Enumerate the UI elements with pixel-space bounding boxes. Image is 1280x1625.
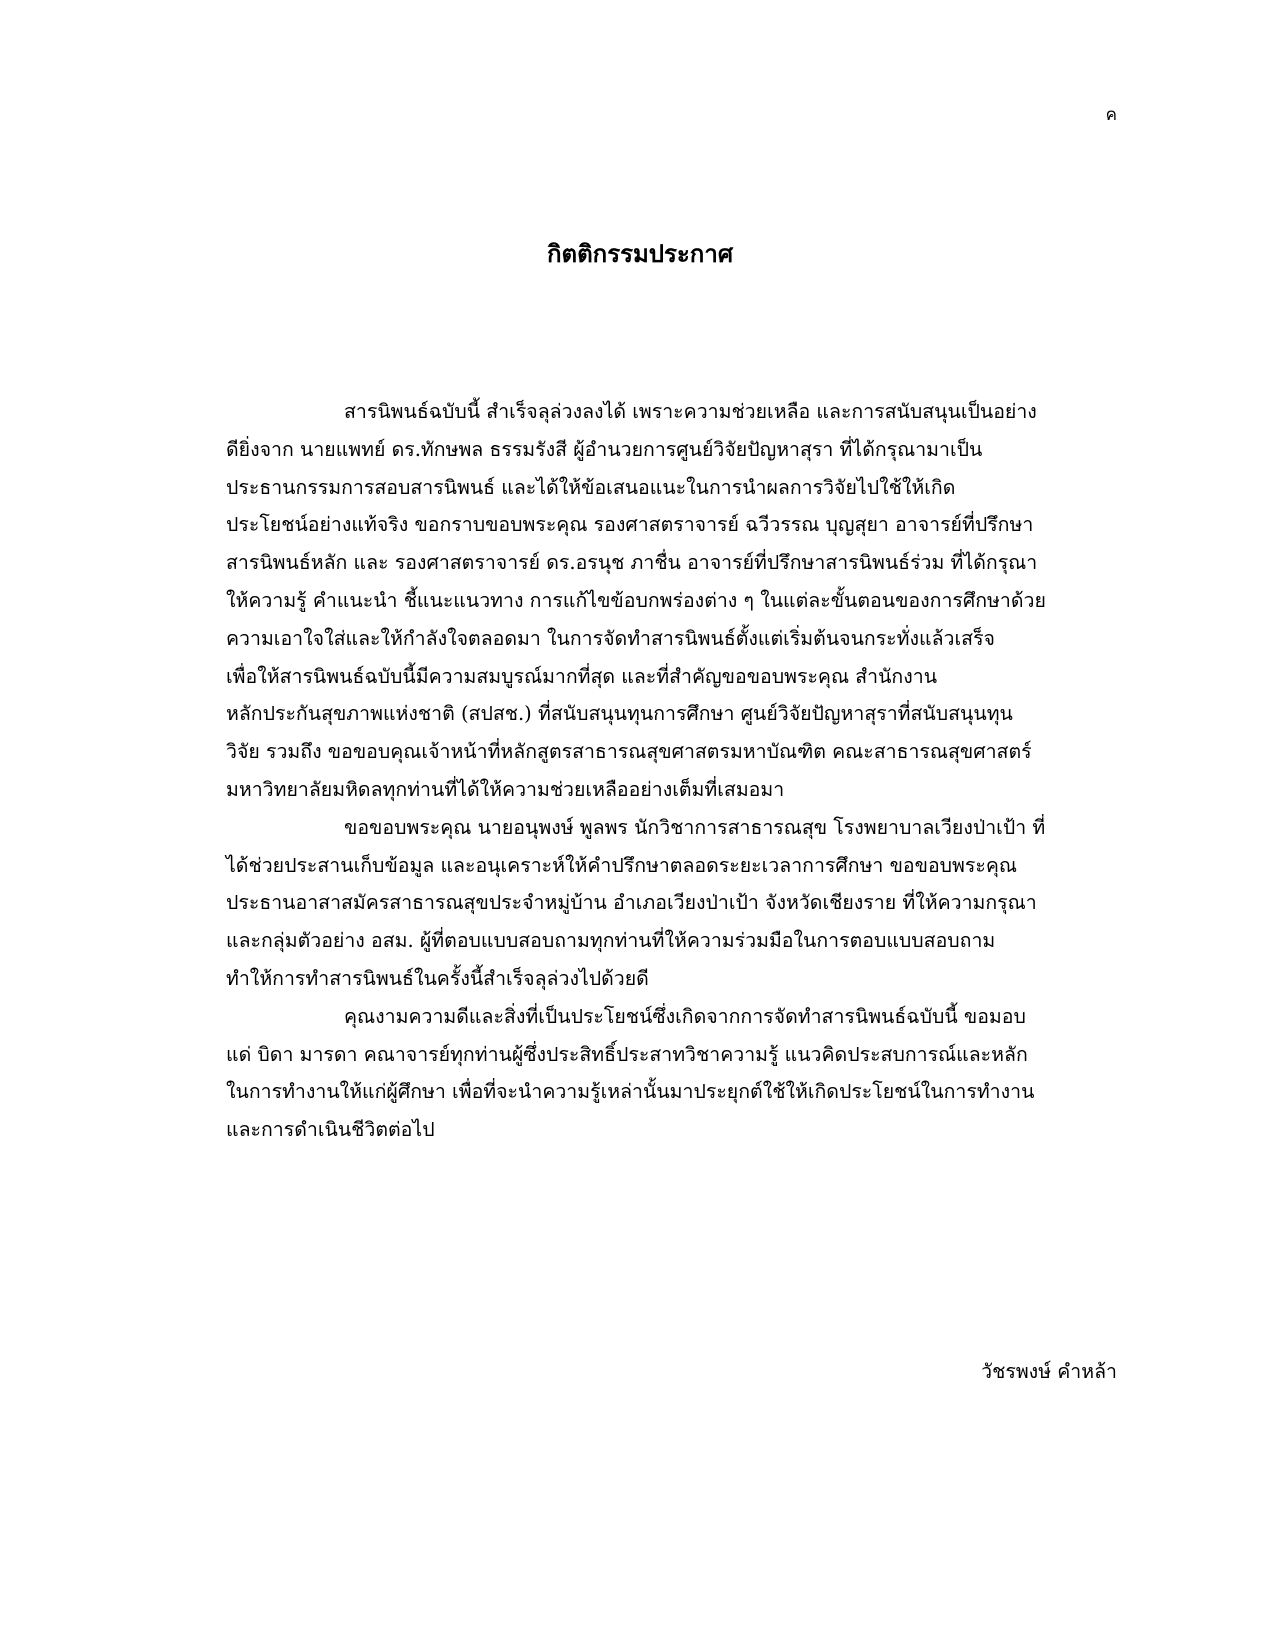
paragraph-1-line-4: ประโยชน์อย่างแท้จริง ขอกราบขอบพระคุณ รองศาสตราจารย์ ฉวีวรรณ บุญสุยา อาจารย์ที่ปรึกษา [226, 513, 1034, 537]
paragraph-2-line-2: ได้ช่วยประสานเก็บข้อมูล และอนุเคราะห์ให้คำปรึกษาตลอดระยะเวลาการศึกษา ขอขอบพระคุณ [226, 853, 1017, 877]
paragraph-3-line-1: คุณงามความดีและสิ่งที่เป็นประโยชน์ซึ่งเกิดจากการจัดทำสารนิพนธ์ฉบับนี้ ขอมอบ [344, 1004, 1026, 1028]
paragraph-2-line-1: ขอขอบพระคุณ นายอนุพงษ์ พูลพร นักวิชาการสาธารณสุข โรงพยาบาลเวียงป่าเป้า ที่ [344, 815, 1046, 839]
paragraph-2-line-3: ประธานอาสาสมัครสาธารณสุขประจำหมู่บ้าน อำเภอเวียงป่าเป้า จังหวัดเชียงราย ที่ให้ความกรุณา [226, 891, 1037, 915]
signature-name: วัชรพงษ์ คำหล้า [981, 1360, 1117, 1383]
paragraph-3-line-2: แด่ บิดา มารดา คณาจารย์ทุกท่านผู้ซึ่งประสิทธิ์ประสาทวิชาความรู้ แนวคิดประสบการณ์และหลัก [226, 1042, 1028, 1066]
paragraph-2-line-5: ทำให้การทำสารนิพนธ์ในครั้งนี้สำเร็จลุล่วงไปด้วยดี [226, 966, 649, 990]
page-number: ค [1105, 105, 1117, 125]
paragraph-1-line-2: ดียิ่งจาก นายแพทย์ ดร.ทักษพล ธรรมรังสี ผู้อำนวยการศูนย์วิจัยปัญหาสุรา ที่ได้กรุณามาเป็น [226, 437, 983, 461]
paragraph-1-line-3: ประธานกรรมการสอบสารนิพนธ์ และได้ให้ข้อเสนอแนะในการนำผลการวิจัยไปใช้ให้เกิด [226, 475, 956, 499]
paragraph-1-line-10: วิจัย รวมถึง ขอขอบคุณเจ้าหน้าที่หลักสูตรสาธารณสุขศาสตรมหาบัณฑิต คณะสาธารณสุขศาสตร์ [226, 740, 1032, 764]
acknowledgement-body [226, 393, 1117, 1149]
paragraph-1-line-7: ความเอาใจใส่และให้กำลังใจตลอดมา ในการจัดทำสารนิพนธ์ตั้งแต่เริ่มต้นจนกระทั่งแล้วเสร็จ [226, 626, 995, 650]
paragraph-1-line-1: สารนิพนธ์ฉบับนี้ สำเร็จลุล่วงลงได้ เพราะความช่วยเหลือ และการสนับสนุนเป็นอย่าง [344, 400, 1037, 423]
paragraph-1-line-8: เพื่อให้สารนิพนธ์ฉบับนี้มีความสมบูรณ์มากที่สุด และที่สำคัญขอขอบพระคุณ สำนักงาน [226, 664, 938, 688]
paragraph-3-line-3: ในการทำงานให้แก่ผู้ศึกษา เพื่อที่จะนำความรู้เหล่านั้นมาประยุกต์ใช้ให้เกิดประโยชน์ในการทำงาน [226, 1080, 1035, 1104]
paragraph-3-line-4: และการดำเนินชีวิตต่อไป [226, 1118, 435, 1142]
paragraph-1-line-9: หลักประกันสุขภาพแห่งชาติ (สปสช.) ที่สนับสนุนทุนการศึกษา ศูนย์วิจัยปัญหาสุราที่สนับสนุนทุน [226, 702, 1013, 726]
paragraph-2-line-4: และกลุ่มตัวอย่าง อสม. ผู้ที่ตอบแบบสอบถามทุกท่านที่ให้ความร่วมมือในการตอบแบบสอบถาม [226, 929, 996, 953]
paragraph-1-line-11: มหาวิทยาลัยมหิดลทุกท่านที่ได้ให้ความช่วยเหลืออย่างเต็มที่เสมอมา [226, 777, 785, 801]
page-title: กิตติกรรมประกาศ [546, 239, 734, 268]
paragraph-1-line-6: ให้ความรู้ คำแนะนำ ชี้แนะแนวทาง การแก้ไขข้อบกพร่องต่าง ๆ ในแต่ละขั้นตอนของการศึกษาด้วย [226, 588, 1046, 612]
paragraph-1-line-5: สารนิพนธ์หลัก และ รองศาสตราจารย์ ดร.อรนุช ภาชื่น อาจารย์ที่ปรึกษาสารนิพนธ์ร่วม ที่ได้กรุณา [226, 551, 1038, 575]
